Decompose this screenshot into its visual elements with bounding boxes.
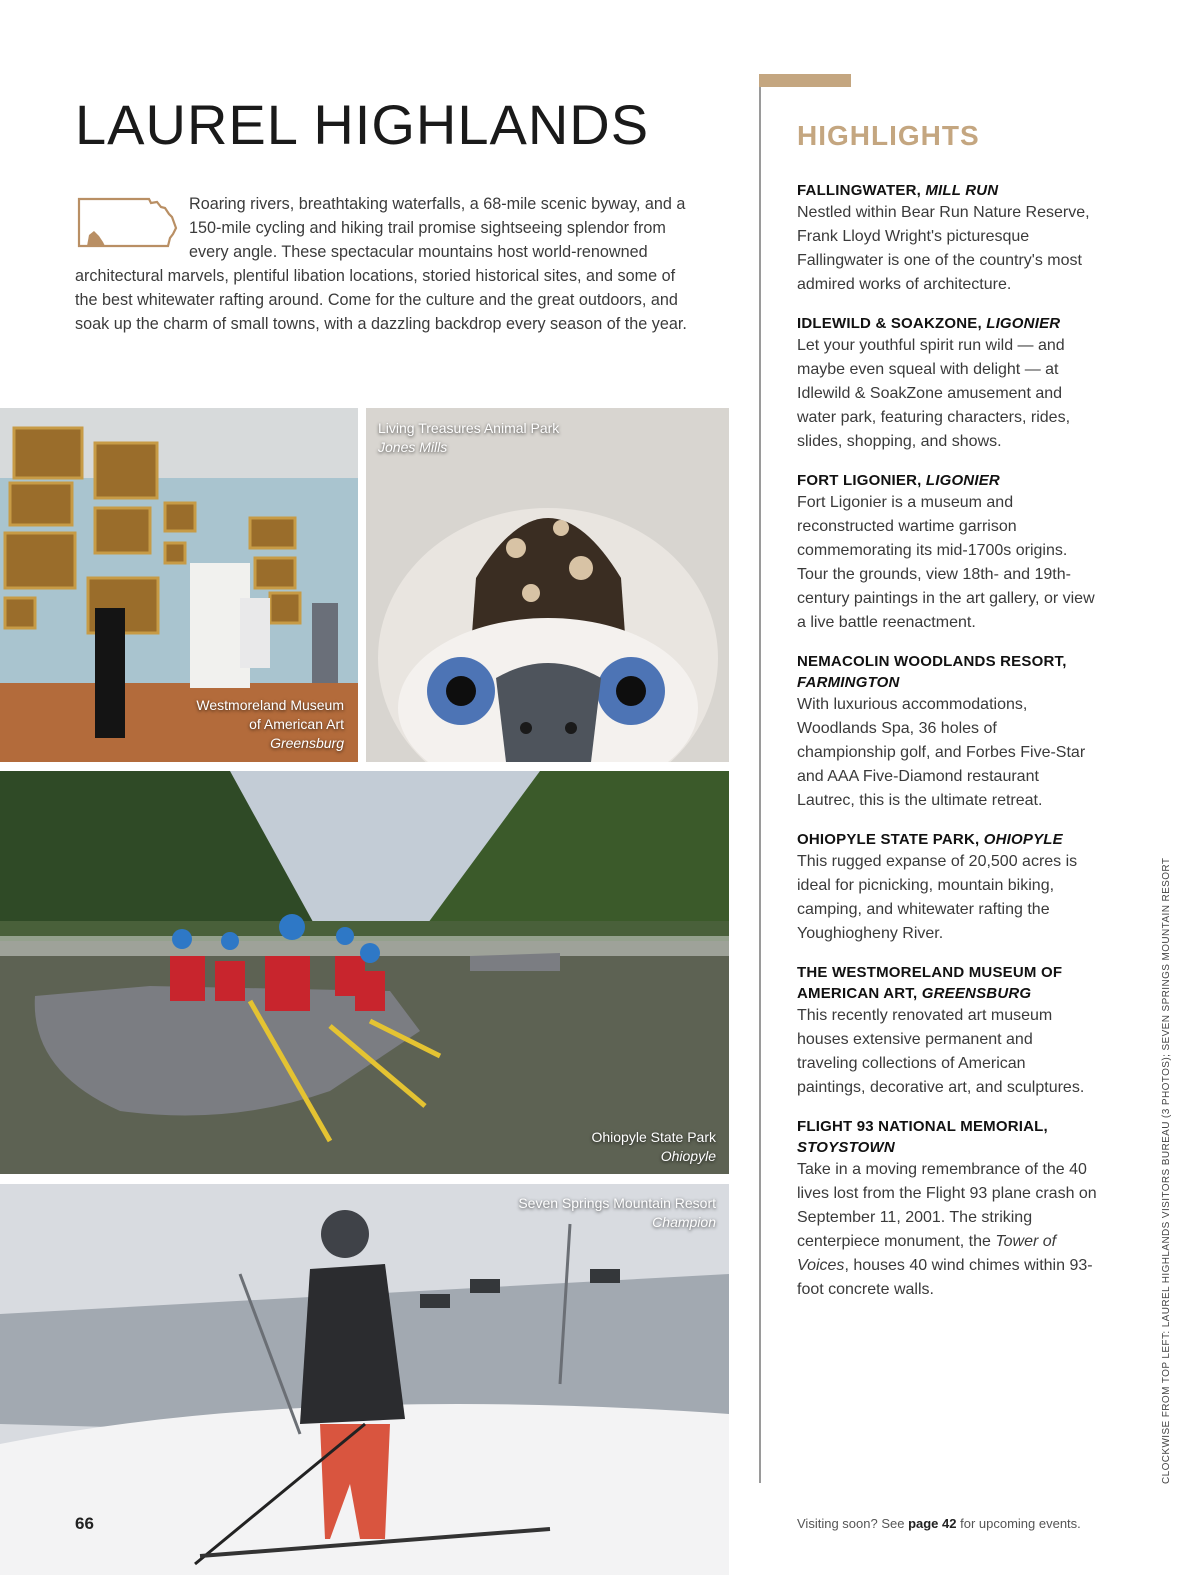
- rafting-caption-location: Ohiopyle: [660, 1148, 716, 1164]
- highlight-location: STOYSTOWN: [797, 1139, 895, 1156]
- highlight-text-emphasis: Tower of Voices: [797, 1233, 1057, 1274]
- intro-paragraph: [75, 192, 697, 336]
- highlight-text-end: , houses 40 wind chimes within 93-foot concrete walls.: [797, 1257, 1093, 1298]
- footer-note-start: Visiting soon? See: [797, 1516, 909, 1531]
- highlight-heading: [797, 962, 1097, 1004]
- rafting-caption-name: Ohiopyle State Park: [591, 1129, 716, 1145]
- highlight-text: [797, 1158, 1097, 1302]
- highlight-item: [797, 1116, 1097, 1302]
- ski-caption: [518, 1194, 716, 1232]
- highlight-heading: [797, 470, 1097, 491]
- highlight-name: FLIGHT 93 NATIONAL MEMORIAL,: [797, 1118, 1048, 1135]
- rafting-caption: [591, 1128, 716, 1166]
- footer-page-ref: page 42: [908, 1516, 957, 1531]
- highlight-text: This recently renovated art museum houses extensive permanent and traveling collections of American paintings, decorative art, and sculptures.: [797, 1007, 1085, 1096]
- highlight-text-start: Take in a moving remembrance of the 40 lives lost from the Flight 93 plane crash on September 11, 2001. The striking centerpiece monument, the: [797, 1161, 1097, 1250]
- highlight-text: This rugged expanse of 20,500 acres is ideal for picnicking, mountain biking, camping, and whitewater rafting the Youghiogheny River.: [797, 853, 1078, 942]
- highlight-name: NEMACOLIN WOODLANDS RESORT,: [797, 653, 1067, 670]
- museum-caption-name-1: Westmoreland Museum: [196, 697, 344, 713]
- museum-caption-name-2: of American Art: [249, 716, 344, 732]
- highlight-location: GREENSBURG: [921, 985, 1032, 1002]
- highlight-item: [797, 651, 1097, 813]
- highlight-heading: [797, 180, 1097, 201]
- ski-caption-location: Champion: [652, 1214, 716, 1230]
- museum-photo: [0, 408, 358, 762]
- highlight-text: Nestled within Bear Run Nature Reserve, Frank Lloyd Wright's picturesque Fallingwater is one of the country's most admired works of architecture.: [797, 204, 1090, 293]
- sidebar-accent-bar: [759, 74, 851, 87]
- pennsylvania-map-icon: [75, 194, 179, 254]
- highlight-heading: [797, 651, 1097, 693]
- highlight-name: IDLEWILD & SOAKZONE,: [797, 315, 982, 332]
- highlight-text: Fort Ligonier is a museum and reconstructed wartime garrison commemorating its mid-1700s origins. Tour the grounds, view 18th- and 19th-century paintings in the art gallery, or view a live battle reenactment.: [797, 494, 1095, 631]
- highlight-item: [797, 470, 1097, 635]
- highlight-text: Let your youthful spirit run wild — and maybe even squeal with delight — at Idlewild & SoakZone amusement and water park, featuring characters, rides, slides, shopping, and shows.: [797, 337, 1071, 450]
- highlight-name: OHIOPYLE STATE PARK,: [797, 831, 980, 848]
- museum-caption: [196, 696, 344, 753]
- highlight-location: MILL RUN: [925, 182, 999, 199]
- highlight-item: [797, 180, 1097, 297]
- highlight-heading: [797, 1116, 1097, 1158]
- animal-caption-name: Living Treasures Animal Park: [378, 420, 560, 436]
- highlight-text: With luxurious accommodations, Woodlands Spa, 36 holes of championship golf, and Forbes Five-Star and AAA Five-Diamond restaurant Lautrec, this is the ultimate retreat.: [797, 696, 1086, 809]
- animal-caption: [378, 419, 559, 457]
- sidebar-divider: [759, 87, 761, 1483]
- intro-text: Roaring rivers, breathtaking waterfalls, a 68-mile scenic byway, and a 150-mile cycling and hiking trail promise sightseeing splendor from every angle. These spectacular mountains host world-renowned architectural marvels, plentiful libation locations, storied historical sites, and some of the best whitewater rafting around. Come for the culture and the great outdoors, and soak up the charm of small towns, with a dazzling backdrop every season of the year.: [75, 195, 687, 333]
- page-title: LAUREL HIGHLANDS: [75, 93, 650, 156]
- highlight-location: FARMINGTON: [797, 674, 900, 691]
- footer-note-end: for upcoming events.: [956, 1516, 1081, 1531]
- highlight-item: [797, 962, 1097, 1100]
- highlight-name: THE WESTMORELAND MUSEUM OF AMERICAN ART,: [797, 964, 1063, 1002]
- highlights-list: [797, 180, 1097, 1318]
- photo-credit: CLOCKWISE FROM TOP LEFT: LAUREL HIGHLANDS VISITORS BUREAU (3 PHOTOS); SEVEN SPRINGS MOUNTAIN RESORT: [1161, 857, 1172, 1484]
- page-number: 66: [75, 1514, 94, 1533]
- highlight-name: FORT LIGONIER,: [797, 472, 922, 489]
- rafting-photo: [0, 771, 729, 1174]
- highlight-heading: [797, 313, 1097, 334]
- sidebar-title: HIGHLIGHTS: [797, 120, 980, 151]
- highlight-location: LIGONIER: [925, 472, 1000, 489]
- animal-caption-location: Jones Mills: [378, 439, 448, 455]
- highlight-name: FALLINGWATER,: [797, 182, 921, 199]
- highlight-location: OHIOPYLE: [983, 831, 1063, 848]
- ski-caption-name: Seven Springs Mountain Resort: [518, 1195, 716, 1211]
- ski-photo: [0, 1184, 729, 1575]
- highlight-heading: [797, 829, 1097, 850]
- animal-photo: [366, 408, 729, 762]
- highlight-item: [797, 829, 1097, 946]
- highlight-item: [797, 313, 1097, 454]
- footer-note: [797, 1516, 1081, 1531]
- museum-caption-location: Greensburg: [270, 735, 344, 751]
- highlight-location: LIGONIER: [986, 315, 1061, 332]
